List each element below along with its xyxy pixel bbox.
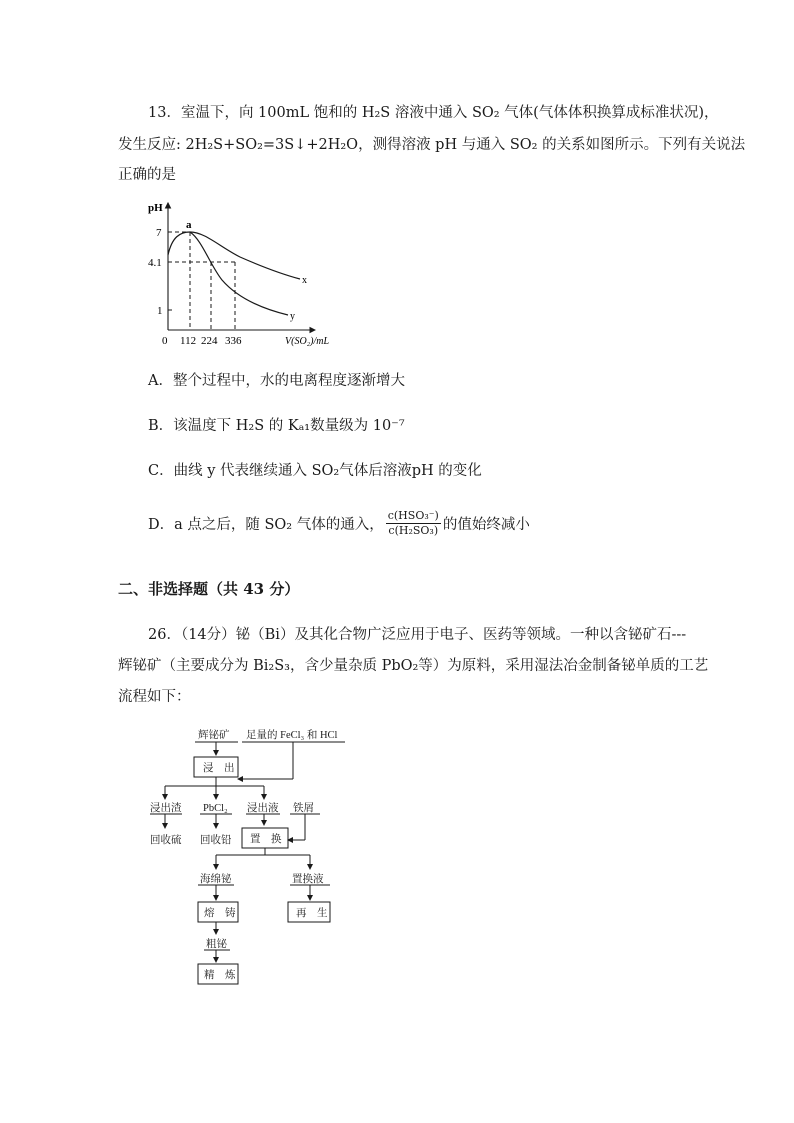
crude-bi-label: 粗铋 xyxy=(206,939,227,950)
curve-y-label: y xyxy=(290,311,295,322)
q13-line2: 发生反应: 2H₂S+SO₂=3S↓+2H₂O，测得溶液 pH 与通入 SO₂ 的关系如图所示。下列有关说法 xyxy=(118,137,746,153)
y-tick-4-1: 4.1 xyxy=(148,257,162,269)
y-tick-1: 1 xyxy=(157,305,163,317)
curve-x-label: x xyxy=(302,275,307,286)
y-tick-7: 7 xyxy=(156,227,162,239)
curve-y xyxy=(190,232,288,315)
recover-s-label: 回收硫 xyxy=(150,835,182,846)
recover-pb-label: 回收铅 xyxy=(200,835,232,846)
curve-x xyxy=(168,232,300,279)
option-b: B．该温度下 H₂S 的 Kₐ₁数量级为 10⁻⁷ xyxy=(148,418,405,434)
option-d-fraction xyxy=(386,509,441,538)
option-a: A．整个过程中，水的电离程度逐渐增大 xyxy=(148,373,405,389)
displace-liquid-label: 置换液 xyxy=(292,874,324,885)
y-axis-label: pH xyxy=(148,202,163,214)
x-tick-224: 224 xyxy=(201,335,218,347)
pbcl2-label: PbCl₂ xyxy=(203,803,228,814)
point-a-label: a xyxy=(186,219,192,231)
x-axis-label: V(SO₂)/mL xyxy=(285,336,330,347)
section-heading: 二、非选择题（共 43 分） xyxy=(118,580,300,598)
q26-line3: 流程如下： xyxy=(118,689,191,705)
option-d-text-post: 的值始终减小 xyxy=(442,517,530,533)
q26-line1: 26．（14分）铋（Bi）及其化合物广泛应用于电子、医药等领域。一种以含铋矿石--- xyxy=(148,627,687,643)
option-d-text-pre: D．a 点之后，随 SO₂ 气体的通入， xyxy=(148,517,384,533)
displace-label: 置 换 xyxy=(250,834,282,845)
leach-label: 浸 出 xyxy=(203,763,235,774)
option-d xyxy=(148,509,530,538)
ph-graph xyxy=(140,195,340,350)
process-flow-diagram xyxy=(140,722,360,987)
residue-label: 浸出渣 xyxy=(150,803,182,814)
fraction-numerator: c(HSO₃⁻) xyxy=(387,509,439,522)
reagent-label: 足量的 FeCl₃ 和 HCl xyxy=(246,730,338,741)
q13-line1: 13．室温下，向 100mL 饱和的 H₂S 溶液中通入 SO₂ 气体(气体体积换算成标准状况)， xyxy=(148,105,719,121)
sponge-bi-label: 海绵铋 xyxy=(200,874,232,885)
ore-label: 辉铋矿 xyxy=(198,730,230,741)
x-tick-112: 112 xyxy=(180,335,197,347)
origin-label: 0 xyxy=(162,335,168,347)
fraction-denominator: c(H₂SO₃) xyxy=(388,524,439,537)
cast-label: 熔 铸 xyxy=(204,908,236,919)
option-c: C．曲线 y 代表继续通入 SO₂气体后溶液pH 的变化 xyxy=(148,463,482,479)
regen-label: 再 生 xyxy=(296,908,328,919)
refine-label: 精 炼 xyxy=(204,970,236,981)
leachate-label: 浸出液 xyxy=(247,803,279,814)
q26-line2: 辉铋矿（主要成分为 Bi₂S₃，含少量杂质 PbO₂等）为原料，采用湿法冶金制备铋单质的工艺 xyxy=(118,658,709,674)
q13-line3: 正确的是 xyxy=(118,167,176,183)
iron-label: 铁屑 xyxy=(293,803,314,814)
x-tick-336: 336 xyxy=(225,335,242,347)
